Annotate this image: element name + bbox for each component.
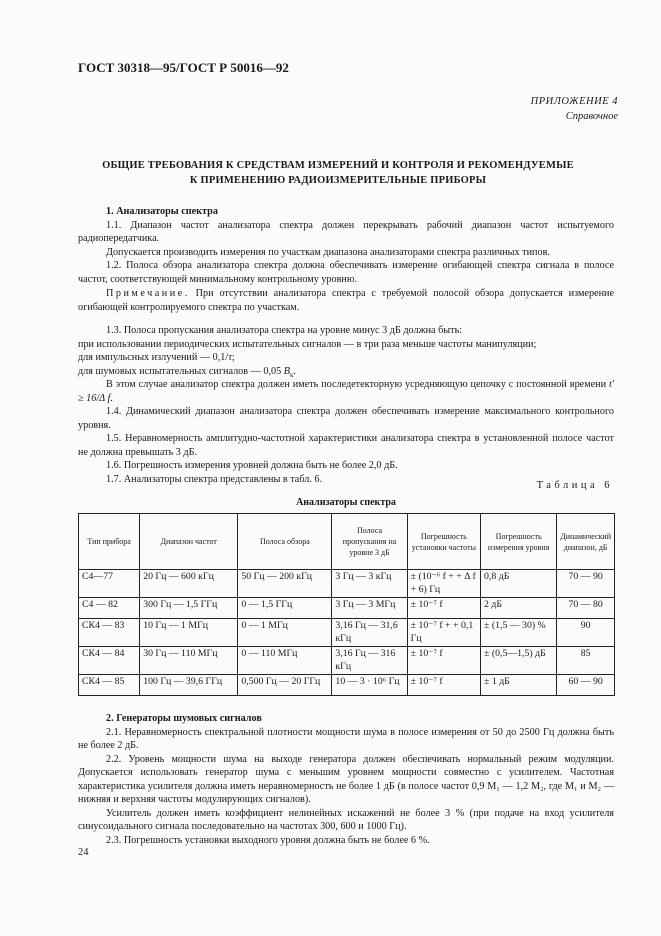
table-cell: 3,16 Гц — 31,6 кГц <box>332 619 407 647</box>
table-cell: ± 1 дБ <box>481 675 557 696</box>
appendix-title: ПРИЛОЖЕНИЕ 4 <box>530 96 618 107</box>
table-row <box>79 647 615 675</box>
section-1-intro <box>78 205 614 286</box>
col-header: Погрешность измерения уровня <box>481 514 557 570</box>
table-cell: 0 — 1,5 ГГц <box>238 598 332 619</box>
note-text: При отсутствии анализатора спектра с требуемой полосой обзора допускается измерение огибающей контролируемого спектра по участкам. <box>78 288 614 313</box>
note-label: Примечание. <box>106 288 190 299</box>
title-line-2: К ПРИМЕНЕНИЮ РАДИОИЗМЕРИТЕЛЬНЫЕ ПРИБОРЫ <box>189 175 487 186</box>
section-2 <box>78 712 614 847</box>
table-cell: 10 Гц — 1 МГц <box>140 619 238 647</box>
table-cell: ± 10⁻⁷ f <box>407 647 480 675</box>
paragraph-1-7: 1.7. Анализаторы спектра представлены в табл. 6. <box>106 473 323 485</box>
note-block <box>78 287 614 314</box>
table-cell: 3 Гц — 3 МГц <box>332 598 407 619</box>
table-row <box>79 598 615 619</box>
paragraph-1-3b: для импульсных излучений — 0,1/τ; <box>78 352 235 363</box>
paragraph-1-3d: В этом случае анализатор спектра должен иметь последетекторную усредняющую цепочку с постоянной времени t' ≥ 16/Δ f. <box>78 379 614 404</box>
appendix-label <box>531 94 618 124</box>
paragraph-1-3a: при использовании периодических испытательных сигналов — в три раза меньше частоты манипуляции; <box>78 338 537 350</box>
col-header: Полоса обзора <box>238 514 332 570</box>
table-cell: 50 Гц — 200 кГц <box>238 570 332 598</box>
table-cell: 30 Гц — 110 МГц <box>140 647 238 675</box>
table-cell: 10 — 3 · 10⁶ Гц <box>332 675 407 696</box>
table-cell: 3 Гц — 3 кГц <box>332 570 407 598</box>
table-cell: СК4 — 84 <box>79 647 140 675</box>
table-cell: 70 — 80 <box>557 598 615 619</box>
paragraph-1-4: 1.4. Динамический диапазон анализатора спектра должен обеспечивать измерение максимального контрольного уровня. <box>78 406 614 431</box>
paragraph-1-6: 1.6. Погрешность измерения уровней должна быть не более 2,0 дБ. <box>106 460 398 471</box>
table-cell: ± (10⁻⁶ f + + Δ f + 6) Гц <box>407 570 480 598</box>
document-header: ГОСТ 30318—95/ГОСТ Р 50016—92 <box>78 60 289 75</box>
table-cell: ± 10⁻⁷ f <box>407 675 480 696</box>
table-cell: 0,8 дБ <box>481 570 557 598</box>
table-cell: ± (1,5 — 30) % <box>481 619 557 647</box>
table-row <box>79 619 615 647</box>
table-row <box>79 570 615 598</box>
table-cell: 70 — 90 <box>557 570 615 598</box>
table-cell: СК4 — 85 <box>79 675 140 696</box>
page-number: 24 <box>78 847 89 858</box>
table-cell: 0 — 110 МГц <box>238 647 332 675</box>
paragraph-2-2b: Усилитель должен иметь коэффициент нелинейных искажений не более 3 % (при подаче на вход усилителя синусоидального сигнала последовательно на частотах 300, 600 и 1000 Гц). <box>78 807 614 832</box>
table-cell: 85 <box>557 647 615 675</box>
table-cell: 60 — 90 <box>557 675 615 696</box>
paragraph-1-1: 1.1. Диапазон частот анализатора спектра должен перекрывать рабочий диапазон частот испытуемого радиопередатчика. <box>78 219 614 244</box>
paragraph-2-2: 2.2. Уровень мощности шума на выходе генератора должен обеспечивать нормальный режим модуляции. Допускается использовать генератор шума с меньшим уровнем мощности совместно с усилителем. Частотная характеристика усилителя должна иметь неравномерность не более 1 дБ (в полосе частот 0,9 M₁ — 1,2 M₂, где M₁ и M₂ — нижняя и верхняя частоты модулирующих сигналов). <box>78 753 614 805</box>
col-header: Погрешность установки частоты <box>407 514 480 570</box>
table-cell: СК4 — 83 <box>79 619 140 647</box>
table-cell: ± 10⁻⁷ f + + 0,1 Гц <box>407 619 480 647</box>
section-1-body <box>78 324 614 486</box>
spectrum-analyzers-table <box>78 513 615 696</box>
note-paragraph <box>78 287 614 314</box>
time-constant-formula: t' ≥ 16/Δ f. <box>78 379 614 404</box>
paragraph-1-3: 1.3. Полоса пропускания анализатора спектра на уровне минус 3 дБ должна быть: <box>106 325 463 336</box>
table-cell: 90 <box>557 619 615 647</box>
table-cell: 0 — 1 МГц <box>238 619 332 647</box>
table-header-row <box>79 514 615 570</box>
table-cell: 3,16 Гц — 316 кГц <box>332 647 407 675</box>
table-cell: С4 — 82 <box>79 598 140 619</box>
paragraph-1-5: 1.5. Неравномерность амплитудно-частотной характеристики анализатора спектра в установленной полосе частот не должна превышать 3 дБ. <box>78 433 614 458</box>
section-2-heading: 2. Генераторы шумовых сигналов <box>106 713 262 724</box>
col-header: Тип прибора <box>79 514 140 570</box>
table-row <box>79 675 615 696</box>
col-header: Диапазон частот <box>140 514 238 570</box>
col-header: Динамический диапазон, дБ <box>557 514 615 570</box>
paragraph-2-1: 2.1. Неравномерность спектральной плотности мощности шума в полосе измерения от 50 до 2500 Гц должна быть не более 2 дБ. <box>78 726 614 751</box>
table-cell: 0,500 Гц — 20 ГГц <box>238 675 332 696</box>
table-cell: ± 10⁻⁷ f <box>407 598 480 619</box>
table-cell: 20 Гц — 600 кГц <box>140 570 238 598</box>
paragraph-2-3: 2.3. Погрешность установки выходного уровня должна быть не более 6 %. <box>106 834 430 846</box>
paragraph-1-3c: для шумовых испытательных сигналов — 0,05 $B_к$. <box>78 365 296 379</box>
document-title <box>60 158 616 188</box>
table-cell: 2 дБ <box>481 598 557 619</box>
paragraph-1-1b: Допускается производить измерения по участкам диапазона анализаторами спектра различных типов. <box>106 246 550 258</box>
appendix-type: Справочное <box>565 111 618 122</box>
table-cell: С4—77 <box>79 570 140 598</box>
paragraph-1-2: 1.2. Полоса обзора анализатора спектра должна обеспечивать измерение огибающей спектра сигнала в полосе частот, соответствующей минимальному контрольному уровню. <box>78 260 614 285</box>
table-cell: 300 Гц — 1,5 ГГц <box>140 598 238 619</box>
section-1-heading: 1. Анализаторы спектра <box>106 206 218 217</box>
title-line-1: ОБЩИЕ ТРЕБОВАНИЯ К СРЕДСТВАМ ИЗМЕРЕНИЙ И КОНТРОЛЯ И РЕКОМЕНДУЕМЫЕ <box>102 160 574 171</box>
table-caption: Таблица 6 <box>536 480 613 491</box>
table-cell: 100 Гц — 39,6 ГГц <box>140 675 238 696</box>
table-cell: ± (0,5—1,5) дБ <box>481 647 557 675</box>
col-header: Полоса пропускания на уровне 3 дБ <box>332 514 407 570</box>
table-name: Анализаторы спектра <box>296 497 396 508</box>
